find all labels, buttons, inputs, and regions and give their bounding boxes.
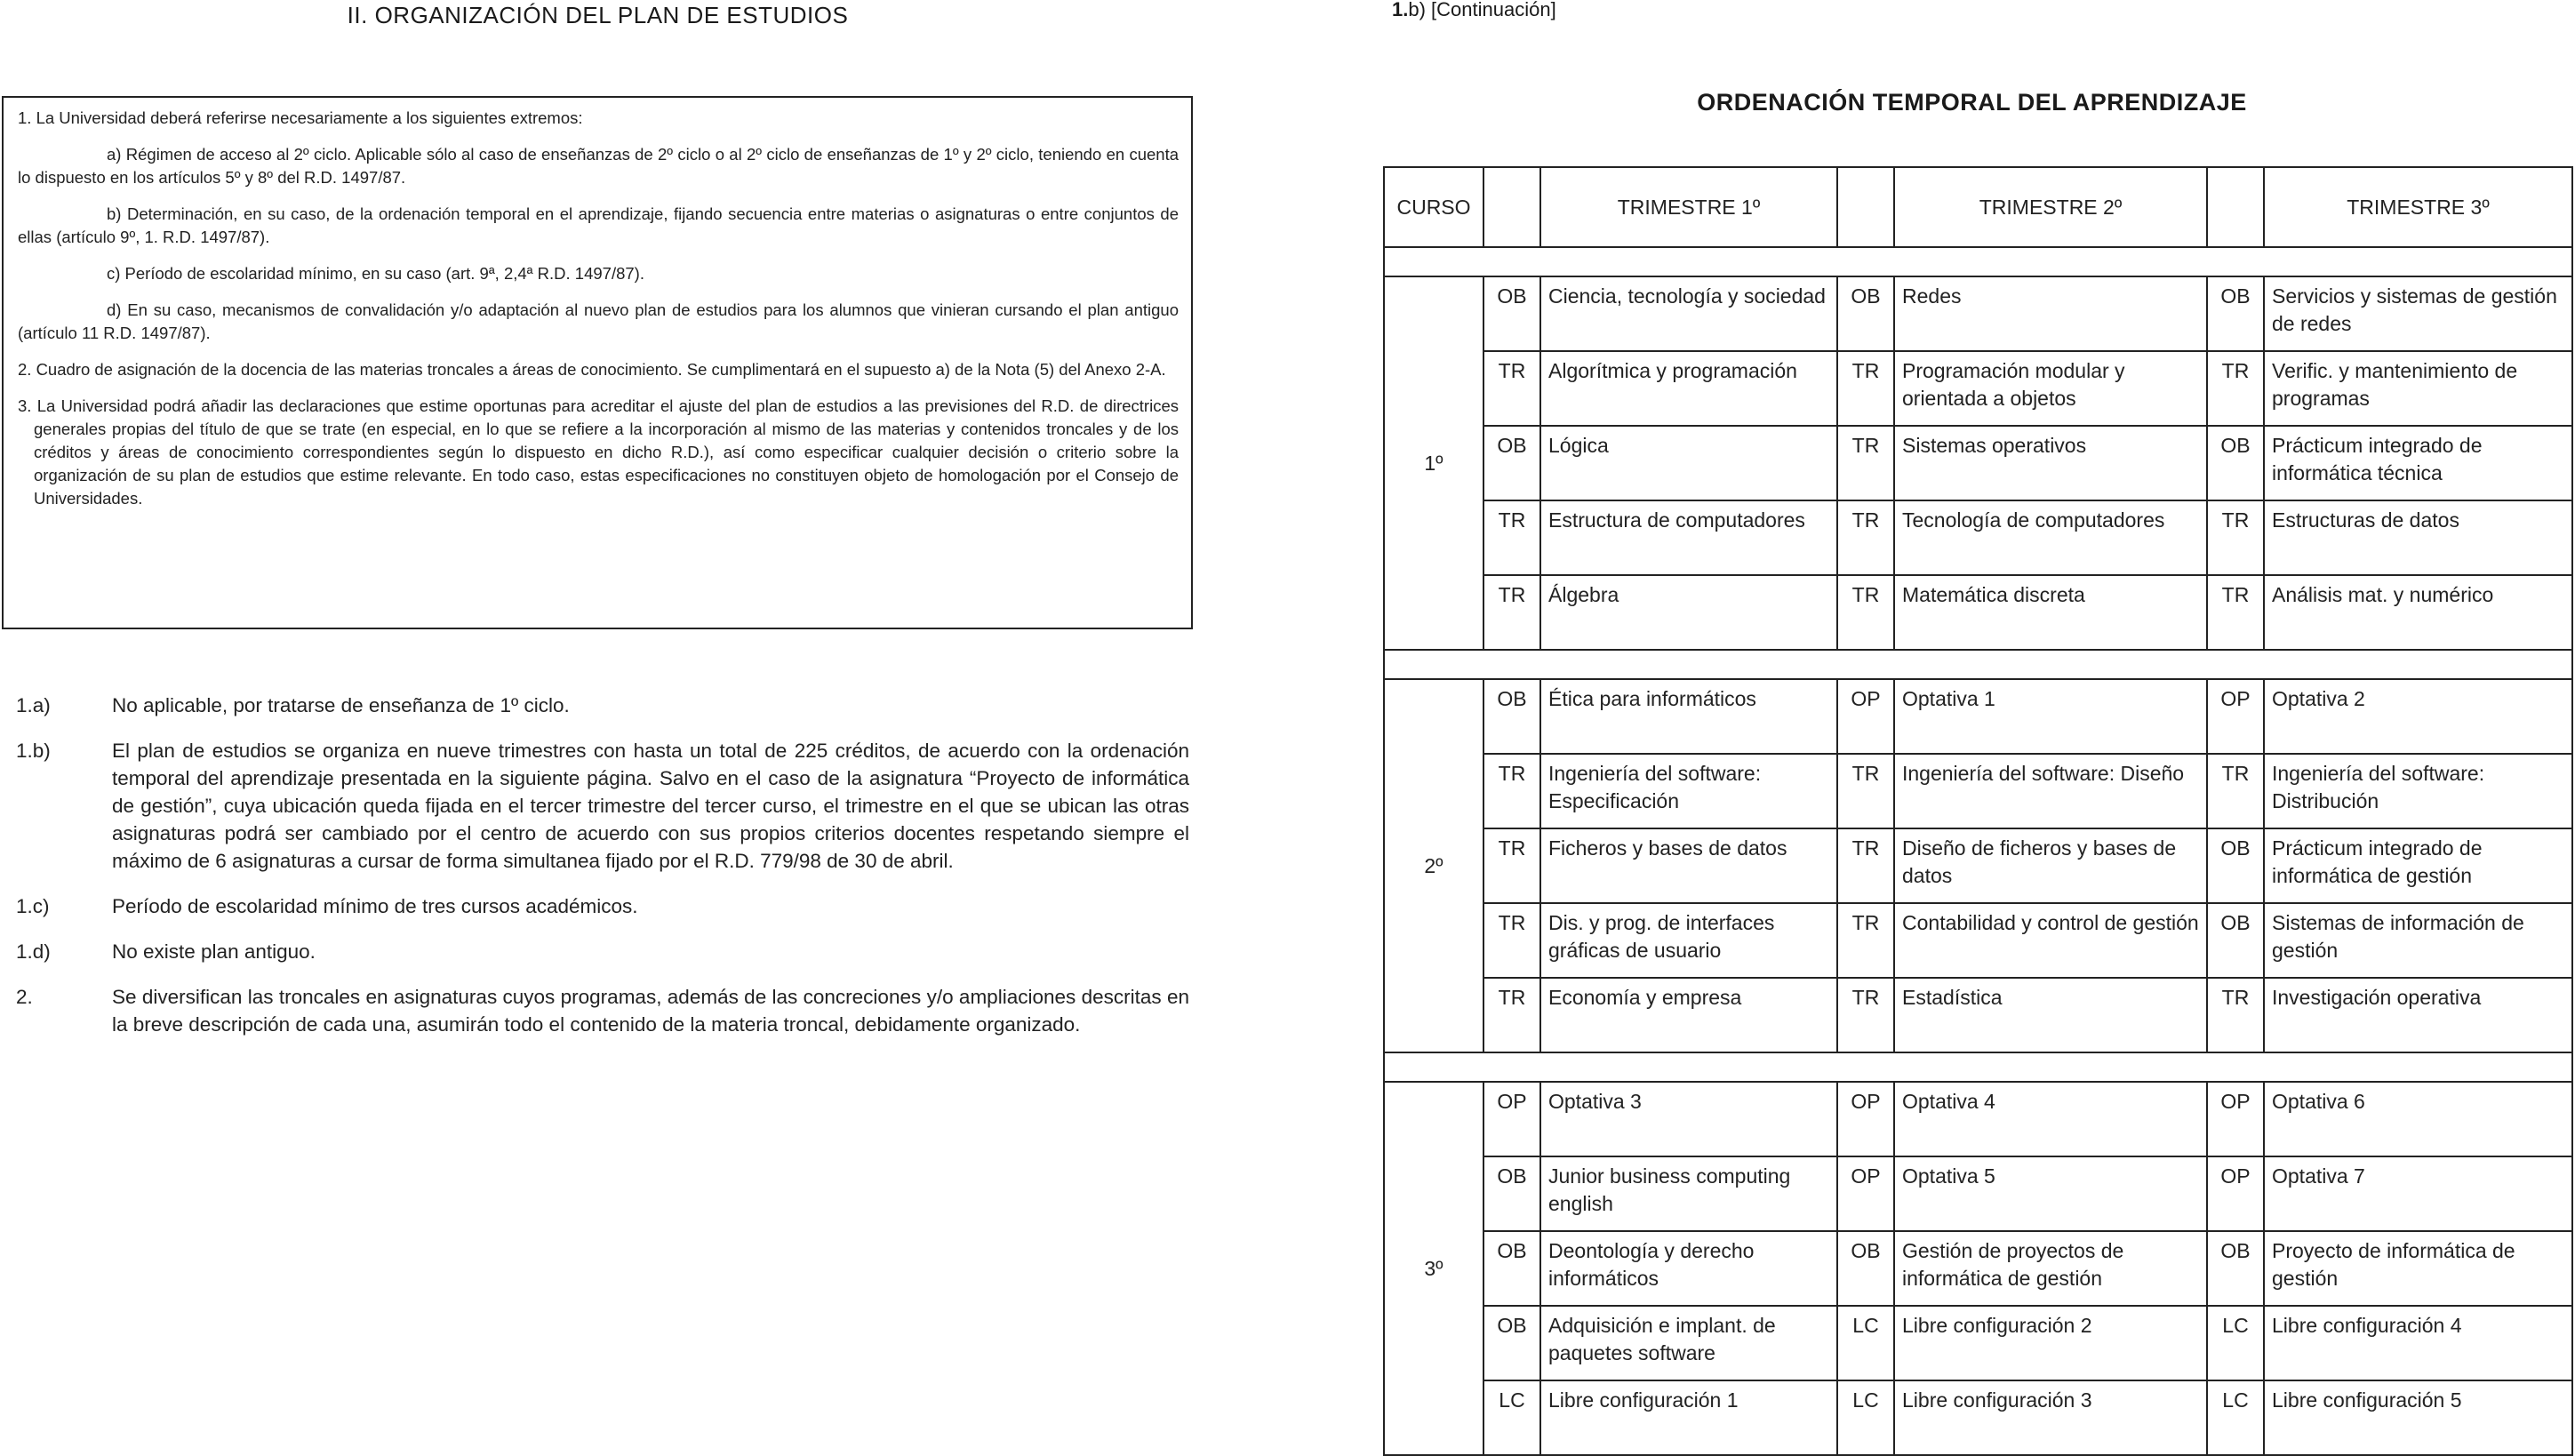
separator-cell: [1894, 650, 2207, 679]
subject-type-code: OB: [1837, 276, 1894, 351]
header-code-cell: [1837, 167, 1894, 247]
subject-name: Dis. y prog. de interfaces gráficas de usuario: [1540, 903, 1837, 978]
subject-name: Sistemas operativos: [1894, 426, 2207, 500]
table-row: [1384, 351, 2572, 426]
subject-type-code: TR: [1483, 978, 1540, 1052]
table-row: [1384, 1306, 2572, 1380]
subject-name: Prácticum integrado de informática de gestión: [2264, 828, 2572, 903]
subject-name: Matemática discreta: [1894, 575, 2207, 650]
table-row: [1384, 903, 2572, 978]
subject-type-code: OB: [1483, 1231, 1540, 1306]
separator-cell: [2264, 1052, 2572, 1082]
header-code-cell: [1483, 167, 1540, 247]
subject-name: Libre configuración 3: [1894, 1380, 2207, 1455]
table-row: [1384, 978, 2572, 1052]
subject-name: Estadística: [1894, 978, 2207, 1052]
subject-name: Sistemas de información de gestión: [2264, 903, 2572, 978]
answer-item: [16, 692, 1189, 719]
item-number: 1.b): [16, 740, 51, 762]
subject-type-code: TR: [2207, 978, 2264, 1052]
subject-type-code: TR: [1837, 500, 1894, 575]
curso-label: 2º: [1384, 679, 1483, 1052]
subject-name: Algorítmica y programación: [1540, 351, 1837, 426]
subject-name: Optativa 1: [1894, 679, 2207, 754]
subject-name: Lógica: [1540, 426, 1837, 500]
subject-type-code: TR: [1483, 351, 1540, 426]
subject-type-code: LC: [2207, 1380, 2264, 1455]
subject-name: Optativa 4: [1894, 1082, 2207, 1156]
subject-type-code: LC: [2207, 1306, 2264, 1380]
table-row: [1384, 754, 2572, 828]
header-curso: CURSO: [1384, 167, 1483, 247]
note-1d: d) En su caso, mecanismos de convalidación y/o adaptación al nuevo plan de estudios para los alumnos que vinieran cursando el plan antiguo (artículo 11 R.D. 1497/87).: [18, 300, 1179, 342]
table-row: [1384, 276, 2572, 351]
subject-name: Adquisición e implant. de paquetes software: [1540, 1306, 1837, 1380]
subject-type-code: TR: [1837, 575, 1894, 650]
subject-name: Ingeniería del software: Diseño: [1894, 754, 2207, 828]
note-2: 2. Cuadro de asignación de la docencia de las materias troncales a áreas de conocimiento. Se cumplimentará en el supuesto a) de la Nota (5) del Anexo 2-A.: [18, 360, 1166, 379]
header-code-cell: [2207, 167, 2264, 247]
header-trimestre-1: TRIMESTRE 1º: [1540, 167, 1837, 247]
separator-cell: [1837, 650, 1894, 679]
curso-label: 3º: [1384, 1082, 1483, 1455]
year-separator-row: [1384, 650, 2572, 679]
note-3: 3. La Universidad podrá añadir las declaraciones que estime oportunas para acreditar el ajuste del plan de estudios a las previsiones del R.D. de directrices generales propias del título de que se trate (en especial, en lo que se refiere a la incorporación al mismo de las materias y contenidos troncales y de los créditos y áreas de conocimiento correspondientes según lo dispuesto en dicho R.D.), así como especificar cualquier decisión o criterio sobre la organización de su plan de estudios que estime relevante. En todo caso, estas especificaciones no constituyen objeto de homologación por el Consejo de Universidades.: [18, 396, 1179, 508]
subject-type-code: LC: [1837, 1380, 1894, 1455]
header-trimestre-3: TRIMESTRE 3º: [2264, 167, 2572, 247]
table-row: [1384, 828, 2572, 903]
subject-name: Optativa 3: [1540, 1082, 1837, 1156]
subject-type-code: OB: [1483, 426, 1540, 500]
separator-cell: [1894, 247, 2207, 276]
subject-name: Ingeniería del software: Distribución: [2264, 754, 2572, 828]
subject-type-code: TR: [1483, 575, 1540, 650]
subject-name: Optativa 6: [2264, 1082, 2572, 1156]
subject-type-code: OB: [1837, 1231, 1894, 1306]
item-number: 1.a): [16, 694, 51, 716]
subject-name: Ingeniería del software: Especificación: [1540, 754, 1837, 828]
item-text: Período de escolaridad mínimo de tres cursos académicos.: [112, 895, 638, 917]
subject-type-code: OP: [1837, 1156, 1894, 1231]
subject-type-code: TR: [2207, 754, 2264, 828]
instructions-box: [2, 96, 1193, 629]
subject-type-code: TR: [2207, 575, 2264, 650]
subject-name: Estructura de computadores: [1540, 500, 1837, 575]
table-title: ORDENACIÓN TEMPORAL DEL APRENDIZAJE: [1697, 89, 2247, 116]
header-trimestre-2: TRIMESTRE 2º: [1894, 167, 2207, 247]
section-title: II. ORGANIZACIÓN DEL PLAN DE ESTUDIOS: [347, 2, 849, 28]
subject-type-code: TR: [1483, 903, 1540, 978]
separator-cell: [1483, 650, 1540, 679]
subject-type-code: TR: [1837, 828, 1894, 903]
subject-name: Optativa 5: [1894, 1156, 2207, 1231]
answer-item: [16, 938, 1189, 965]
curso-label: 1º: [1384, 276, 1483, 650]
separator-cell: [1837, 247, 1894, 276]
separator-cell: [2207, 247, 2264, 276]
subject-name: Optativa 7: [2264, 1156, 2572, 1231]
subject-name: Álgebra: [1540, 575, 1837, 650]
left-page: [0, 0, 1262, 1363]
schedule-table: [1383, 166, 2573, 1456]
subject-name: Programación modular y orientada a objetos: [1894, 351, 2207, 426]
subject-type-code: OB: [1483, 1156, 1540, 1231]
subject-type-code: OP: [2207, 679, 2264, 754]
item-text: No existe plan antiguo.: [112, 940, 316, 963]
subject-name: Libre configuración 5: [2264, 1380, 2572, 1455]
answer-item: [16, 892, 1189, 920]
subject-type-code: TR: [1837, 351, 1894, 426]
separator-cell: [1483, 247, 1540, 276]
item-text: Se diversifican las troncales en asignaturas cuyos programas, además de las concreciones y/o ampliaciones descritas en la breve descripción de cada una, asumirán todo el contenido de la materia troncal, debidamente organizado.: [112, 986, 1189, 1036]
continuation-text: b) [Continuación]: [1408, 0, 1556, 20]
subject-type-code: OP: [2207, 1082, 2264, 1156]
separator-cell: [1894, 1052, 2207, 1082]
subject-type-code: TR: [1837, 426, 1894, 500]
subject-name: Contabilidad y control de gestión: [1894, 903, 2207, 978]
subject-type-code: OP: [1837, 679, 1894, 754]
subject-type-code: TR: [1483, 754, 1540, 828]
note-1b: b) Determinación, en su caso, de la ordenación temporal en el aprendizaje, fijando secuencia entre materias o asignaturas o entre conjuntos de ellas (artículo 9º, 1. R.D. 1497/87).: [18, 204, 1179, 246]
note-1a: a) Régimen de acceso al 2º ciclo. Aplicable sólo al caso de enseñanzas de 2º ciclo o al 2º ciclo de enseñanzas de 1º y 2º ciclo, teniendo en cuenta lo dispuesto en los artículos 5º y 8º del R.D. 1497/87.: [18, 145, 1179, 187]
subject-type-code: OP: [2207, 1156, 2264, 1231]
separator-cell: [2207, 1052, 2264, 1082]
subject-type-code: TR: [2207, 351, 2264, 426]
subject-name: Estructuras de datos: [2264, 500, 2572, 575]
subject-type-code: TR: [1483, 828, 1540, 903]
subject-type-code: LC: [1837, 1306, 1894, 1380]
subject-name: Ciencia, tecnología y sociedad: [1540, 276, 1837, 351]
subject-type-code: TR: [1837, 903, 1894, 978]
separator-cell: [2207, 650, 2264, 679]
answer-items: [16, 692, 1189, 1056]
subject-name: Prácticum integrado de informática técnica: [2264, 426, 2572, 500]
table-row: [1384, 1231, 2572, 1306]
table-row: [1384, 426, 2572, 500]
subject-name: Gestión de proyectos de informática de gestión: [1894, 1231, 2207, 1306]
subject-name: Optativa 2: [2264, 679, 2572, 754]
item-number: 1.c): [16, 895, 50, 917]
continuation-label: [1392, 0, 1556, 21]
separator-cell: [2264, 247, 2572, 276]
table-row: [1384, 1082, 2572, 1156]
table-header-row: [1384, 167, 2572, 247]
subject-name: Ética para informáticos: [1540, 679, 1837, 754]
subject-name: Economía y empresa: [1540, 978, 1837, 1052]
item-text: No aplicable, por tratarse de enseñanza de 1º ciclo.: [112, 694, 570, 716]
separator-cell: [1540, 1052, 1837, 1082]
subject-type-code: OB: [2207, 426, 2264, 500]
separator-cell: [1384, 247, 1483, 276]
item-number: 1.d): [16, 940, 51, 963]
continuation-number: 1.: [1392, 0, 1409, 20]
subject-name: Redes: [1894, 276, 2207, 351]
year-separator-row: [1384, 247, 2572, 276]
separator-cell: [1540, 247, 1837, 276]
subject-name: Deontología y derecho informáticos: [1540, 1231, 1837, 1306]
subject-type-code: TR: [1483, 500, 1540, 575]
separator-cell: [1384, 650, 1483, 679]
subject-type-code: OP: [1837, 1082, 1894, 1156]
subject-name: Proyecto de informática de gestión: [2264, 1231, 2572, 1306]
subject-type-code: TR: [1837, 978, 1894, 1052]
table-row: [1384, 575, 2572, 650]
year-separator-row: [1384, 1052, 2572, 1082]
subject-name: Diseño de ficheros y bases de datos: [1894, 828, 2207, 903]
subject-type-code: LC: [1483, 1380, 1540, 1455]
subject-type-code: OP: [1483, 1082, 1540, 1156]
item-number: 2.: [16, 986, 33, 1008]
subject-type-code: OB: [1483, 679, 1540, 754]
table-row: [1384, 679, 2572, 754]
subject-type-code: OB: [2207, 828, 2264, 903]
subject-type-code: TR: [1837, 754, 1894, 828]
note-1: 1. La Universidad deberá referirse necesariamente a los siguientes extremos:: [18, 108, 583, 127]
separator-cell: [2264, 650, 2572, 679]
subject-type-code: OB: [2207, 903, 2264, 978]
subject-name: Servicios y sistemas de gestión de redes: [2264, 276, 2572, 351]
subject-type-code: TR: [2207, 500, 2264, 575]
subject-type-code: OB: [2207, 276, 2264, 351]
table-row: [1384, 500, 2572, 575]
subject-type-code: OB: [1483, 1306, 1540, 1380]
note-1c: c) Período de escolaridad mínimo, en su caso (art. 9ª, 2,4ª R.D. 1497/87).: [107, 264, 644, 283]
table-row: [1384, 1380, 2572, 1455]
separator-cell: [1483, 1052, 1540, 1082]
subject-name: Tecnología de computadores: [1894, 500, 2207, 575]
separator-cell: [1384, 1052, 1483, 1082]
answer-item: [16, 737, 1189, 875]
table-row: [1384, 1156, 2572, 1231]
subject-type-code: OB: [1483, 276, 1540, 351]
subject-type-code: OB: [2207, 1231, 2264, 1306]
right-page: [1369, 0, 2575, 1412]
subject-name: Libre configuración 4: [2264, 1306, 2572, 1380]
subject-name: Análisis mat. y numérico: [2264, 575, 2572, 650]
separator-cell: [1540, 650, 1837, 679]
subject-name: Ficheros y bases de datos: [1540, 828, 1837, 903]
answer-item: [16, 983, 1189, 1038]
separator-cell: [1837, 1052, 1894, 1082]
subject-name: Libre configuración 1: [1540, 1380, 1837, 1455]
subject-name: Verific. y mantenimiento de programas: [2264, 351, 2572, 426]
subject-name: Libre configuración 2: [1894, 1306, 2207, 1380]
item-text: El plan de estudios se organiza en nueve trimestres con hasta un total de 225 créditos, de acuerdo con la ordenación temporal del aprendizaje presentada en la siguiente página. Salvo en el caso de la asignatura “Proyecto de informática de gestión”, cuya ubicación queda fijada en el tercer trimestre del tercer curso, el trimestre en el que se ubican las otras asignaturas podrá ser cambiado por el centro de acuerdo con sus propios criterios docentes respetando siempre el máximo de 6 asignaturas a cursar de forma simultanea fijado por el R.D. 779/98 de 30 de abril.: [112, 740, 1189, 872]
subject-name: Investigación operativa: [2264, 978, 2572, 1052]
subject-name: Junior business computing english: [1540, 1156, 1837, 1231]
